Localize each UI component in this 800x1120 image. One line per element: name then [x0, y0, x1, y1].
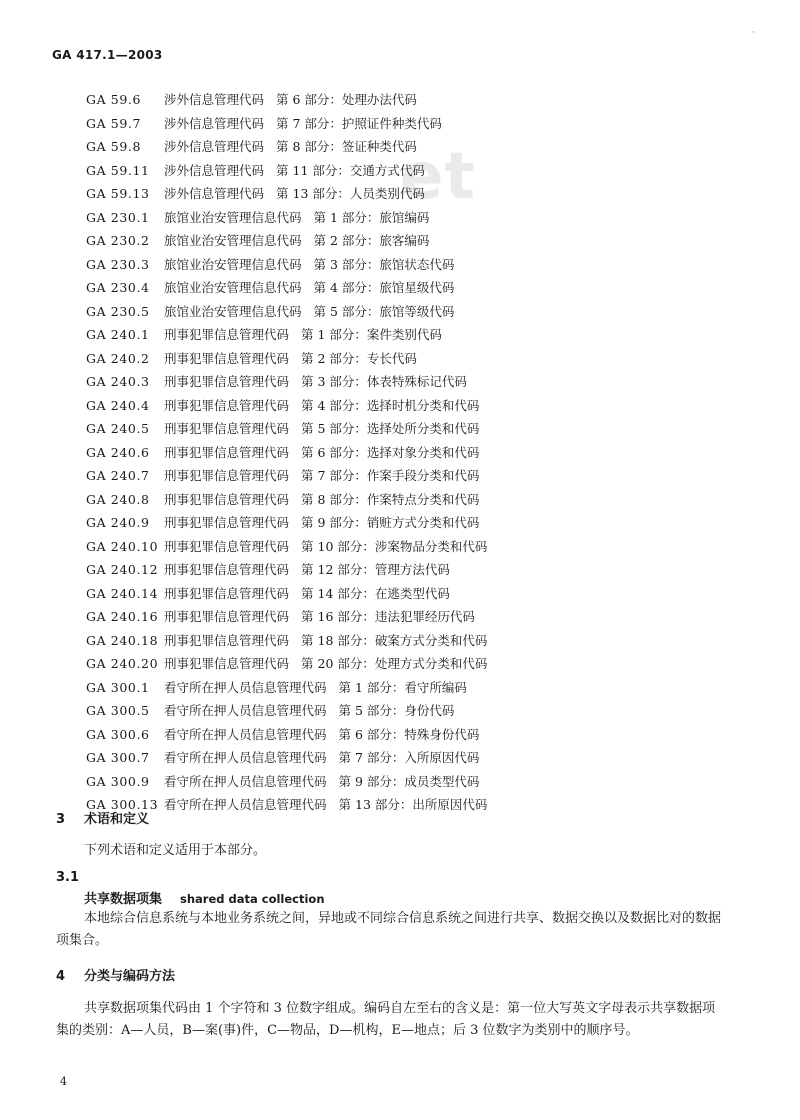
- watermark: et: [400, 140, 476, 214]
- reference-title: 看守所在押人员信息管理代码: [164, 703, 327, 718]
- reference-code: GA 59.6: [86, 92, 142, 107]
- term-definition: 本地综合信息系统与本地业务系统之间，异地或不同综合信息系统之间进行共享、数据交换以及数据比对的数据项集合。: [56, 911, 722, 948]
- reference-code: GA 240.5: [86, 421, 150, 436]
- reference-item: [86, 206, 726, 230]
- term-heading: [84, 888, 325, 907]
- reference-part: 第 10 部分：涉案物品分类和代码: [301, 538, 488, 554]
- reference-item: [86, 558, 726, 582]
- reference-title: 刑事犯罪信息管理代码: [164, 515, 290, 530]
- reference-title: 刑事犯罪信息管理代码: [164, 538, 290, 554]
- reference-title: 刑事犯罪信息管理代码: [164, 468, 290, 483]
- reference-code: GA 59.7: [86, 115, 142, 131]
- reference-part: 第 6 部分：选择对象分类和代码: [301, 444, 480, 460]
- reference-part: 第 13 部分：出所原因代码: [338, 797, 488, 812]
- reference-code: GA 230.1: [86, 209, 150, 225]
- reference-part: 第 3 部分：体表特殊标记代码: [301, 374, 467, 389]
- reference-title: 涉外信息管理代码: [164, 115, 265, 131]
- reference-title: 刑事犯罪信息管理代码: [164, 562, 290, 577]
- reference-title: 刑事犯罪信息管理代码: [164, 609, 290, 624]
- reference-item: [86, 276, 726, 300]
- reference-item: [86, 300, 726, 324]
- reference-part: 第 1 部分：看守所编码: [338, 679, 467, 695]
- reference-part: 第 3 部分：旅馆状态代码: [313, 256, 455, 272]
- reference-title: 刑事犯罪信息管理代码: [164, 421, 290, 436]
- reference-item: [86, 605, 726, 629]
- reference-item: [86, 723, 726, 747]
- reference-item: [86, 370, 726, 394]
- reference-part: 第 5 部分：选择处所分类和代码: [301, 421, 480, 436]
- reference-part: 第 7 部分：作案手段分类和代码: [301, 468, 480, 483]
- reference-code: GA 240.16: [86, 609, 159, 624]
- reference-code: GA 300.6: [86, 726, 150, 742]
- reference-part: 第 16 部分：违法犯罪经历代码: [301, 609, 475, 624]
- reference-code: GA 230.5: [86, 303, 150, 319]
- section-4-number: 4: [56, 969, 66, 984]
- scan-mark: ·: [752, 28, 755, 38]
- reference-title: 刑事犯罪信息管理代码: [164, 585, 290, 601]
- reference-title: 看守所在押人员信息管理代码: [164, 797, 327, 812]
- section-3-heading: [56, 808, 149, 827]
- standard-number-header: GA 417.1—2003: [52, 48, 163, 62]
- reference-code: GA 230.2: [86, 233, 150, 248]
- reference-code: GA 240.14: [86, 585, 159, 601]
- section-3-title: 术语和定义: [84, 812, 150, 827]
- reference-title: 旅馆业治安管理信息代码: [164, 233, 302, 248]
- reference-item: [86, 347, 726, 371]
- reference-code: GA 240.4: [86, 397, 150, 413]
- reference-item: [86, 417, 726, 441]
- reference-part: 第 5 部分：旅馆等级代码: [313, 303, 455, 319]
- reference-code: GA 240.1: [86, 327, 150, 342]
- section-3-number: 3: [56, 812, 66, 827]
- reference-part: 第 11 部分：交通方式代码: [276, 162, 425, 178]
- reference-code: GA 240.7: [86, 468, 150, 483]
- normative-references-list: [86, 88, 726, 817]
- reference-item: [86, 323, 726, 347]
- reference-title: 涉外信息管理代码: [164, 139, 265, 154]
- reference-part: 第 1 部分：案件类别代码: [301, 327, 442, 342]
- reference-title: 看守所在押人员信息管理代码: [164, 773, 327, 789]
- reference-code: GA 240.3: [86, 374, 150, 389]
- reference-title: 刑事犯罪信息管理代码: [164, 491, 290, 507]
- reference-title: 看守所在押人员信息管理代码: [164, 726, 327, 742]
- reference-title: 涉外信息管理代码: [164, 92, 265, 107]
- reference-item: [86, 511, 726, 535]
- reference-part: 第 18 部分：破案方式分类和代码: [301, 632, 488, 648]
- reference-part: 第 2 部分：旅客编码: [313, 233, 430, 248]
- reference-code: GA 230.3: [86, 256, 150, 272]
- reference-part: 第 7 部分：入所原因代码: [338, 750, 480, 765]
- reference-title: 涉外信息管理代码: [164, 162, 265, 178]
- reference-part: 第 9 部分：销赃方式分类和代码: [301, 515, 480, 530]
- page-number: 4: [60, 1075, 67, 1088]
- reference-part: 第 14 部分：在逃类型代码: [301, 585, 450, 601]
- reference-title: 涉外信息管理代码: [164, 186, 265, 201]
- reference-part: 第 8 部分：作案特点分类和代码: [301, 491, 480, 507]
- reference-title: 看守所在押人员信息管理代码: [164, 750, 327, 765]
- reference-title: 刑事犯罪信息管理代码: [164, 327, 290, 342]
- reference-code: GA 240.8: [86, 491, 150, 507]
- reference-item: [86, 535, 726, 559]
- reference-title: 旅馆业治安管理信息代码: [164, 303, 302, 319]
- reference-code: GA 300.1: [86, 679, 150, 695]
- reference-item: [86, 394, 726, 418]
- reference-part: 第 6 部分：特殊身份代码: [338, 726, 480, 742]
- reference-code: GA 59.11: [86, 162, 150, 178]
- reference-title: 刑事犯罪信息管理代码: [164, 374, 290, 389]
- reference-item: [86, 229, 726, 253]
- reference-item: [86, 488, 726, 512]
- reference-item: [86, 582, 726, 606]
- reference-code: GA 59.13: [86, 186, 150, 201]
- reference-item: [86, 676, 726, 700]
- reference-part: 第 9 部分：成员类型代码: [338, 773, 480, 789]
- reference-item: [86, 135, 726, 159]
- section-3-intro: 下列术语和定义适用于本部分。: [84, 843, 267, 858]
- reference-item: [86, 159, 726, 183]
- reference-title: 刑事犯罪信息管理代码: [164, 350, 290, 366]
- reference-item: [86, 746, 726, 770]
- reference-part: 第 8 部分：签证种类代码: [276, 139, 417, 154]
- reference-code: GA 300.5: [86, 703, 150, 718]
- reference-code: GA 240.10: [86, 538, 159, 554]
- reference-part: 第 5 部分：身份代码: [338, 703, 455, 718]
- reference-item: [86, 88, 726, 112]
- term-chinese: 共享数据项集: [84, 892, 163, 907]
- reference-title: 刑事犯罪信息管理代码: [164, 397, 290, 413]
- reference-code: GA 240.2: [86, 350, 150, 366]
- section-4-heading: [56, 965, 175, 984]
- reference-item: [86, 464, 726, 488]
- reference-code: GA 59.8: [86, 139, 142, 154]
- reference-part: 第 4 部分：选择时机分类和代码: [301, 397, 480, 413]
- reference-title: 刑事犯罪信息管理代码: [164, 632, 290, 648]
- reference-item: [86, 699, 726, 723]
- reference-title: 看守所在押人员信息管理代码: [164, 679, 327, 695]
- reference-code: GA 240.18: [86, 632, 159, 648]
- reference-part: 第 4 部分：旅馆星级代码: [313, 280, 455, 295]
- reference-item: [86, 629, 726, 653]
- reference-item: [86, 253, 726, 277]
- reference-code: GA 240.20: [86, 656, 159, 671]
- section-4-body: 共享数据项集代码由 1 个字符和 3 位数字组成。编码自左至右的含义是：第一位大写英文字母表示共享数据项集的类别：A—人员，B—案(事)件，C—物品，D—机构，E—地点；后 3 位数字为类别中的顺序号。: [56, 1001, 716, 1038]
- reference-part: 第 6 部分：处理办法代码: [276, 92, 417, 107]
- reference-part: 第 20 部分：处理方式分类和代码: [301, 656, 488, 671]
- reference-code: GA 240.9: [86, 515, 150, 530]
- reference-item: [86, 182, 726, 206]
- reference-part: 第 12 部分：管理方法代码: [301, 562, 450, 577]
- reference-code: GA 300.13: [86, 797, 159, 812]
- reference-title: 旅馆业治安管理信息代码: [164, 280, 302, 295]
- reference-code: GA 300.7: [86, 750, 150, 765]
- reference-item: [86, 441, 726, 465]
- reference-item: [86, 770, 726, 794]
- reference-title: 刑事犯罪信息管理代码: [164, 444, 290, 460]
- reference-title: 旅馆业治安管理信息代码: [164, 209, 302, 225]
- reference-code: GA 240.12: [86, 562, 159, 577]
- reference-title: 旅馆业治安管理信息代码: [164, 256, 302, 272]
- reference-code: GA 230.4: [86, 280, 150, 295]
- reference-title: 刑事犯罪信息管理代码: [164, 656, 290, 671]
- term-english: shared data collection: [180, 892, 325, 906]
- reference-item: [86, 793, 726, 817]
- term-number: 3.1: [56, 870, 80, 885]
- reference-item: [86, 112, 726, 136]
- reference-code: GA 240.6: [86, 444, 150, 460]
- reference-part: 第 1 部分：旅馆编码: [313, 209, 430, 225]
- reference-part: 第 13 部分：人员类别代码: [276, 186, 425, 201]
- section-4-title: 分类与编码方法: [84, 969, 176, 984]
- reference-code: GA 300.9: [86, 773, 150, 789]
- reference-item: [86, 652, 726, 676]
- reference-part: 第 7 部分：护照证件种类代码: [276, 115, 442, 131]
- reference-part: 第 2 部分：专长代码: [301, 350, 417, 366]
